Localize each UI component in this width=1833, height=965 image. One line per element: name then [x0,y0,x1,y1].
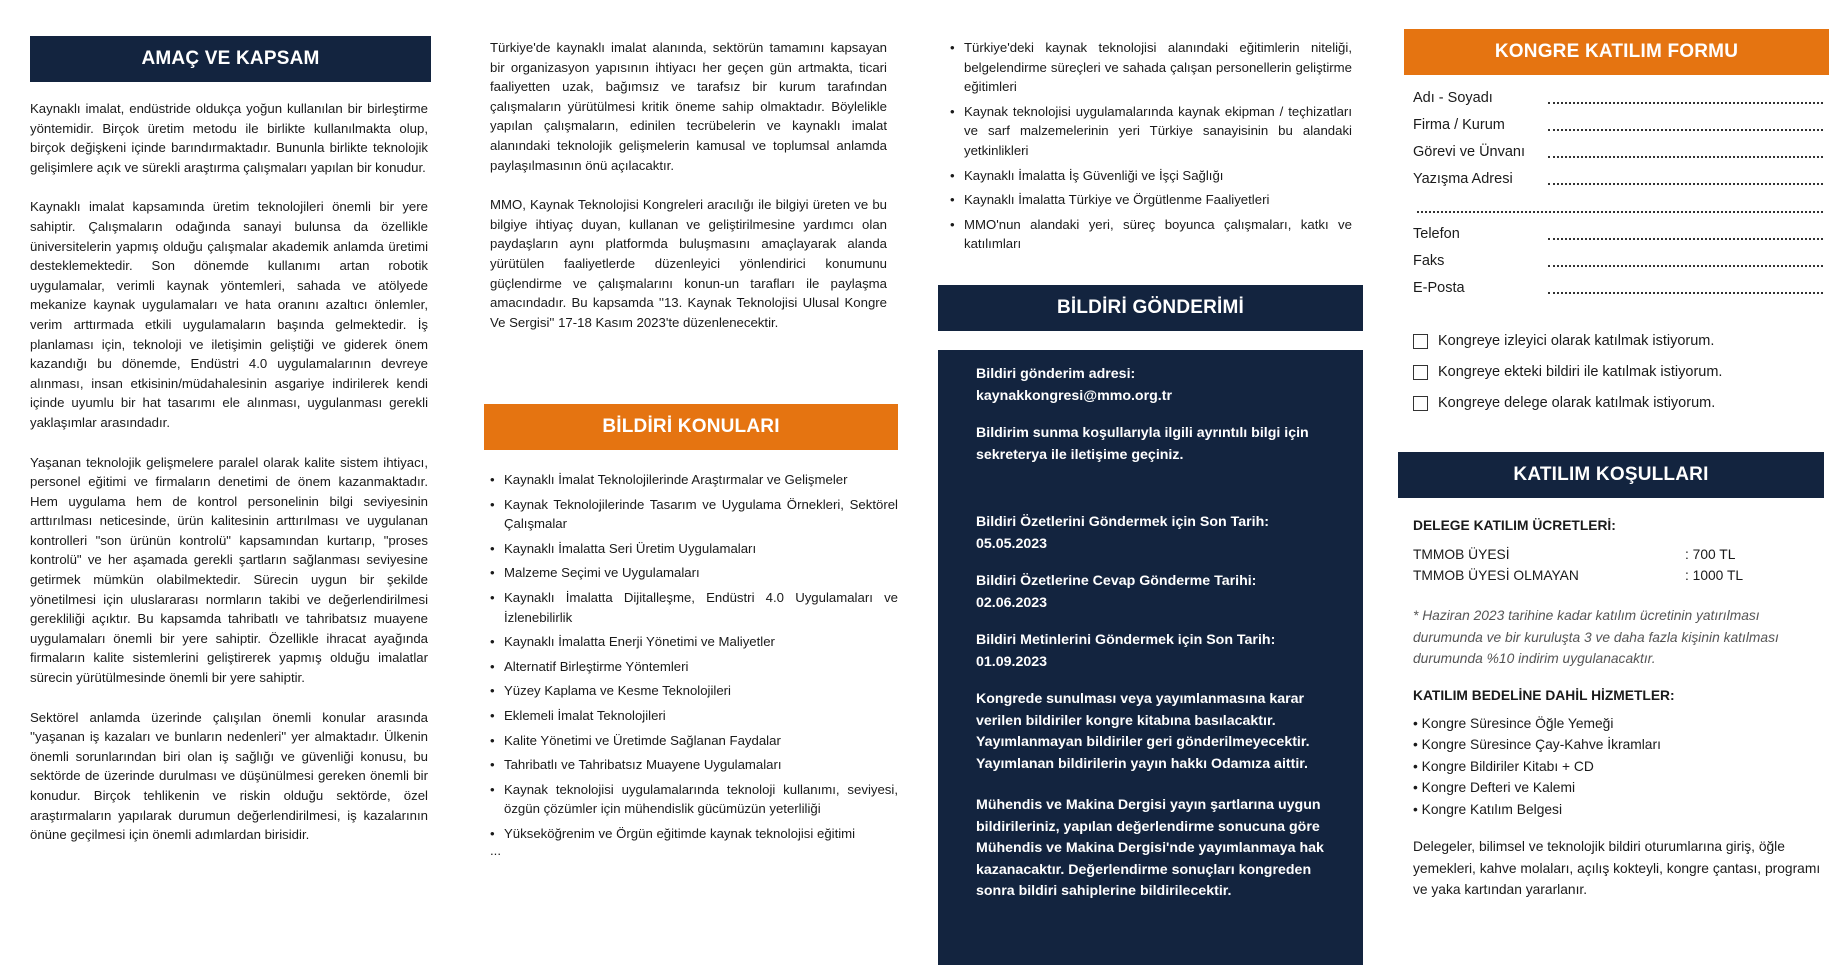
section-header-katilim-formu: KONGRE KATILIM FORMU [1404,29,1829,75]
form-field-label: E-Posta [1413,280,1465,296]
form-field-row[interactable] [1413,171,1823,193]
topic-item: • Kaynaklı İmalatta Türkiye ve Örgütlenme Faaliyetleri [950,190,1352,210]
paragraph: Yaşanan teknolojik gelişmelere paralel olarak kalite sistem ihtiyacı, personel eğitimi ve firmaların denetimi de önem kazanmaktadır. Hem uygulama hem de kontrol personelinin bilgi seviyesinin arttırılması neticesinde, ürün kalitesinin arttırılması ve uygulanan kontrolleri "son ürünün kontrolü" kapsamından kurtarıp, "proses kontrolü" ve her aşamada gerekli şartların sağlanması seviyesine getirmek mümkün olabilmektedir. Sürecin uygun bir şekilde yönetilmesi için uluslararası normların takibi ve değerlendirilmesi gerekliliği açıktır. Bu kapsamda tahribatlı ve tahribatsız muayene uygulamaları önemli bir yere sahiptir. Özellikle ihracat ayağında firmaların kalite sistemlerini geliştirerek yapmış olduğu imalatlar sürecin yürütülmesinde önemli bir yere sahiptir. [30,454,428,686]
checkbox-square[interactable] [1413,396,1428,411]
form-field-label: Faks [1413,253,1445,269]
form-field-row[interactable] [1413,199,1823,221]
topic-item: • Kaynaklı İmalatta İş Güvenliği ve İşçi Sağlığı [950,166,1352,186]
form-field-row[interactable] [1413,253,1823,275]
topic-item: • Tahribatlı ve Tahribatsız Muayene Uygulamaları [490,755,898,775]
form-field-row[interactable] [1413,280,1823,302]
closing-text: Delegeler, bilimsel ve teknolojik bildiri oturumlarına giriş, öğle yemekleri, kahve molaları, açılış kokteyli, kongre çantası, programı ve yaka kartından yararlanır. [1413,839,1821,897]
fee-row: TMMOB ÜYESİ OLMAYAN : 1000 TL [1413,568,1744,583]
form-field-dotted-line[interactable] [1548,150,1823,158]
paragraph: Kaynaklı imalat kapsamında üretim teknolojileri önemli bir yere sahiptir. Çalışmaların odağında sanayi bulunsa da özellikle üniversitelerin yapmış olduğu çalışmalar akademik anlamda üretimi desteklemektedir. Son dönemde kullanımı artan robotik uygulamalar, verimli kaynak yöntemleri, sahada ve atölyede mekanize kaynak uygulamaları ve hata oranını azaltıcı önlemler, verim arttırmada etkili uygulamaların başında gelmektedir. İş planlaması için, teknoloji ve iletişimin geliştiği ve giderek önem kazandığı bu dönemde, Endüstri 4.0 uygulamalarının devreye alınması, insan etkisinin/müdahalesinin asgariye indirilerek kendi içinde uyumlu bir hat tasarımı ele alınması, uygulanması gerekli yaklaşımlar arasındadır. [30,199,428,430]
registration-form [1413,90,1823,310]
checkbox-group [1413,333,1823,413]
checkbox-label: Kongreye izleyici olarak katılmak istiyorum. [1438,333,1715,349]
service-item: • Kongre Defteri ve Kalemi [1413,780,1576,795]
fee-row: TMMOB ÜYESİ : 700 TL [1413,547,1736,562]
form-field-row[interactable] [1413,117,1823,139]
topic-item: • Kaynak teknolojisi uygulamalarında teknoloji kullanımı, seviyesi, özgün çözümler için mühendislik gücümüzün yeterliliği [490,780,898,819]
form-field-row[interactable] [1413,226,1823,248]
paragraph: Sektörel anlamda üzerinde çalışılan önemli konular arasında ''yaşanan iş kazaları ve bunların nedenleri'' yer almaktadır. Ülkenin önemli sorunlarından biri olan iş sağlığı ve güvenliği konusu, bu sektörde de üzerinde durulması ve düşünülmesi gereken önemli bir konudur. Birçok tehlikenin ve riskin olduğu sektörde, özel araştırmaların yapılarak durumun değerlendirilmesi, iş kazalarının önüne geçilmesi için önemli adımlardan birisidir. [30,709,428,843]
form-field-dotted-line[interactable] [1548,96,1823,104]
intro-text [30,99,428,865]
topic-item: • Kaynaklı İmalatta Enerji Yönetimi ve Maliyetler [490,632,898,652]
section-header-katilim-kosullari: KATILIM KOŞULLARI [1398,452,1824,498]
topic-item: • Kaynaklı İmalatta Dijitalleşme, Endüstri 4.0 Uygulamaları ve İzlenebilirlik [490,588,898,627]
topic-item: • Kaynak teknolojisi uygulamalarında kaynak ekipman / teçhizatları ve sarf malzemelerinin yeri Türkiye sanayisinin bu alandaki yetkinlikleri [950,102,1352,161]
topic-item: • Türkiye'deki kaynak teknolojisi alanındaki eğitimlerin niteliği, belgelendirme süreçleri ve sahada çalışan personellerin geliştirme eğitimleri [950,38,1352,97]
submission-info-block: Kongrede sunulması veya yayımlanmasına karar verilen bildiriler kongre kitabına basılacaktır. Yayımlanmayan bildiriler geri gönderilmeyecektir. Yayımlanan bildirilerin yayın hakkı Odamıza aittir. [976,691,1310,772]
service-item: • Kongre Katılım Belgesi [1413,801,1563,817]
form-field-dotted-line[interactable] [1548,177,1823,185]
form-field-dotted-line[interactable] [1548,286,1823,294]
form-field-label: Yazışma Adresi [1413,171,1513,187]
section-header-bildiri-konulari: BİLDİRİ KONULARI [484,404,898,450]
form-field-label: Telefon [1413,226,1460,242]
submission-info-block: Bildirim sunma koşullarıyla ilgili ayrıntılı bilgi için sekreterya ile iletişime geçiniz. [976,425,1309,463]
form-field-dotted-line[interactable] [1548,259,1823,267]
topic-item: • Yükseköğrenim ve Örgün eğitimde kaynak teknolojisi eğitimi [490,824,898,844]
submission-info-block: Bildiri gönderim adresi: kaynakkongresi@mmo.org.tr [976,366,1172,404]
section-header-bildiri-gonderimi: BİLDİRİ GÖNDERİMİ [938,285,1363,331]
form-field-label: Görevi ve Ünvanı [1413,144,1526,160]
topics-list [490,470,898,860]
submission-info-block: Mühendis ve Makina Dergisi yayın şartlarına uygun bildirileriniz, yapılan değerlendirme sonucuna göre Mühendis ve Makina Dergisi'nde yayımlanmaya hak kazanacaktır. Değerlendirme sonuçları kongreden sonra bildiri sahiplerine bildirilecektir. [976,797,1324,899]
section-header-amac: AMAÇ VE KAPSAM [30,36,431,82]
submission-info-block: Bildiri Metinlerini Göndermek için Son Tarih: 01.09.2023 [976,632,1276,670]
topic-item: • MMO'nun alandaki yeri, süreç boyunca çalışmaları, katkı ve katılımları [950,215,1352,254]
fees-title: DELEGE KATILIM ÜCRETLERİ: [1413,518,1616,533]
paragraph: MMO, Kaynak Teknolojisi Kongreleri aracılığı ile bilgiyi üreten ve bu bilgiye ihtiyaç duyan, kullanan ve geliştirilmesine yardımcı olan paydaşların aynı platformda buluşmasını amaçlayarak alanda yürütülen faaliyetlerde düzenleyici yönlendirici konumunu güçlendirme ve çalışmalarını konun-un tarafları ile paylaşma amacındadır. Bu kapsamda ''13. Kaynak Teknolojisi Ulusal Kongre Ve Sergisi'' 17-18 Kasım 2023'te düzenlenecektir. [490,197,887,330]
form-field-dotted-line[interactable] [1548,123,1823,131]
ellipsis: ... [490,842,501,858]
conditions [1413,518,1825,901]
topic-item: • Kaynak Teknolojilerinde Tasarım ve Uygulama Örnekleri, Sektörel Çalışmalar [490,495,898,534]
form-field-dotted-line[interactable] [1548,232,1823,240]
topic-item: • Kaynaklı İmalatta Seri Üretim Uygulamaları [490,539,898,559]
organization-text [490,38,887,352]
checkbox-square[interactable] [1413,334,1428,349]
form-field-label: Firma / Kurum [1413,117,1505,133]
checkbox-label: Kongreye delege olarak katılmak istiyorum. [1438,395,1716,411]
topic-item: • Kalite Yönetimi ve Üretimde Sağlanan Faydalar [490,731,898,751]
checkbox-square[interactable] [1413,365,1428,380]
service-item: • Kongre Süresince Çay-Kahve İkramları [1413,737,1661,752]
service-item: • Kongre Süresince Öğle Yemeği [1413,715,1614,731]
topic-item: • Alternatif Birleştirme Yöntemleri [490,657,898,677]
service-item: • Kongre Bildiriler Kitabı + CD [1413,758,1594,774]
topic-item: • Eklemeli İmalat Teknolojileri [490,706,898,726]
checkbox-label: Kongreye ekteki bildiri ile katılmak istiyorum. [1438,364,1723,380]
form-field-row[interactable] [1413,90,1823,112]
services-title: KATILIM BEDELİNE DAHİL HİZMETLER: [1413,687,1675,703]
form-field-dotted-line[interactable] [1417,205,1823,213]
submission-info-box [938,350,1363,965]
paragraph: Türkiye'de kaynaklı imalat alanında, sektörün tamamını kapsayan bir organizasyon yapısının ihtiyacı her geçen gün artmakta, ticari faaliyetten uzak, bağımsız ve tarafsız bir kurum tarafından çalışmaların yürütülmesi kritik öneme sahip olmaktadır. Böylelikle yapılan çalışmaların, edinilen tecrübelerin ve kaynaklı imalat alanındaki teknolojik gelişmelerin kamusal ve toplumsal anlamda paylaşılmasının önü açılacaktır. [490,40,887,173]
form-field-label: Adı - Soyadı [1413,90,1493,106]
form-field-row[interactable] [1413,144,1823,166]
topic-item: • Kaynaklı İmalat Teknolojilerinde Araştırmalar ve Gelişmeler [490,470,898,490]
paragraph: Kaynaklı imalat, endüstride oldukça yoğun kullanılan bir birleştirme yöntemidir. Birçok üretim metodu ile birlikte kullanılmakta olup, birçok değişkeni içinde barındırmaktadır. Bununla birlikte teknolojik gelişimlere açık ve sürekli araştırma çalışmaları yapılan bir konudur. [30,101,428,175]
topics-list-continued [950,38,1352,259]
topic-item: • Malzeme Seçimi ve Uygulamaları [490,563,898,583]
topic-item: • Yüzey Kaplama ve Kesme Teknolojileri [490,681,898,701]
discount-note: * Haziran 2023 tarihine kadar katılım ücretinin yatırılması durumunda ve bir kuruluşta 3 ve daha fazla kişinin katılması durumunda %10 indirim uygulanacaktır. [1413,608,1779,666]
services-list [1413,713,1825,821]
submission-info-block: Bildiri Özetlerine Cevap Gönderme Tarihi: 02.06.2023 [976,573,1257,611]
submission-info-block: Bildiri Özetlerini Göndermek için Son Tarih: 05.05.2023 [976,514,1269,552]
